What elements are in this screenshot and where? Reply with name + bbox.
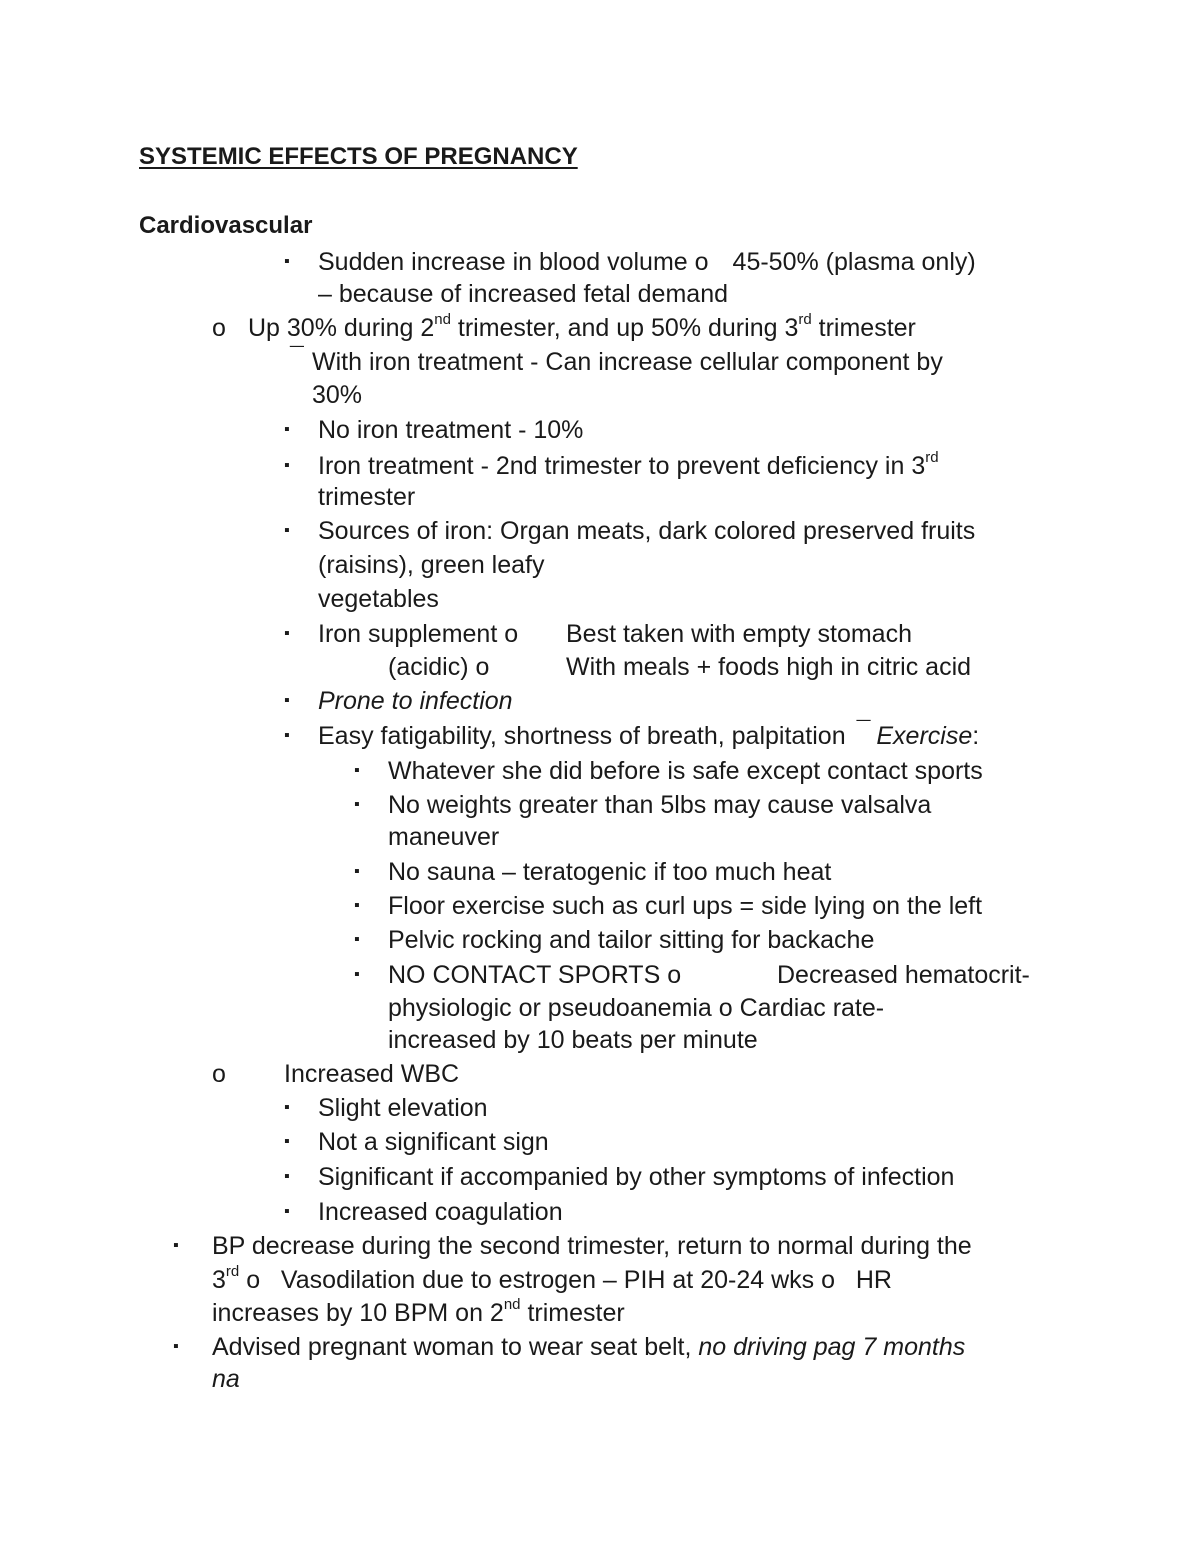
text-line: Decreased hematocrit- xyxy=(777,961,1030,989)
bullet-o: o xyxy=(212,1060,226,1088)
bullet-square: ▪ xyxy=(354,931,360,948)
text-line: Up 30% during 2nd trimester, and up 50% during 3rd trimester xyxy=(248,310,916,342)
text-line: (acidic) o xyxy=(388,653,490,681)
bullet-square: ▪ xyxy=(284,457,290,474)
text-line: Floor exercise such as curl ups = side lying on the left xyxy=(388,892,983,920)
document-title: SYSTEMIC EFFECTS OF PREGNANCY xyxy=(139,143,578,170)
macron-mark: ¯ xyxy=(290,343,304,371)
bullet-square: ▪ xyxy=(354,897,360,914)
text-line: Sudden increase in blood volume o 45-50% (plasma only) xyxy=(318,248,976,276)
bullet-square: ▪ xyxy=(284,421,290,438)
text-line: Prone to infection xyxy=(318,687,513,715)
bullet-square: ▪ xyxy=(354,762,360,779)
text-line: With meals + foods high in citric acid xyxy=(566,653,972,681)
text-line: Pelvic rocking and tailor sitting for backache xyxy=(388,926,875,954)
text-line: (raisins), green leafy xyxy=(318,551,545,579)
text-line: Sources of iron: Organ meats, dark colored preserved fruits xyxy=(318,517,976,545)
text-line: na xyxy=(212,1365,240,1393)
text-line: increased by 10 beats per minute xyxy=(388,1026,758,1054)
text-line: vegetables xyxy=(318,585,439,613)
text-line: maneuver xyxy=(388,823,500,851)
bullet-square: ▪ xyxy=(284,1099,290,1116)
text-line: 3rd o Vasodilation due to estrogen – PIH at 20-24 wks o HR xyxy=(212,1262,892,1294)
text-line: Easy fatigability, shortness of breath, palpitation ¯ Exercise: xyxy=(318,717,980,750)
text-line: With iron treatment - Can increase cellular component by xyxy=(312,348,943,376)
bullet-square: ▪ xyxy=(284,253,290,270)
bullet-square: ▪ xyxy=(173,1338,179,1355)
text-line: BP decrease during the second trimester, return to normal during the xyxy=(212,1232,972,1260)
text-line: No sauna – teratogenic if too much heat xyxy=(388,858,832,886)
text-line: Iron treatment - 2nd trimester to prevent deficiency in 3rd xyxy=(318,448,939,480)
text-line: Increased coagulation xyxy=(318,1198,563,1226)
bullet-square: ▪ xyxy=(284,727,290,744)
bullet-square: ▪ xyxy=(284,1203,290,1220)
text-line: Increased WBC xyxy=(284,1060,460,1088)
text-line: NO CONTACT SPORTS o xyxy=(388,961,682,989)
bullet-square: ▪ xyxy=(284,692,290,709)
text-line: Advised pregnant woman to wear seat belt, no driving pag 7 months xyxy=(212,1333,966,1361)
text-line: trimester xyxy=(318,483,416,511)
text-line: Iron supplement o xyxy=(318,620,519,648)
bullet-o: o xyxy=(212,314,226,342)
section-heading: Cardiovascular xyxy=(139,212,313,239)
text-line: Significant if accompanied by other symptoms of infection xyxy=(318,1163,955,1191)
bullet-square: ▪ xyxy=(284,625,290,642)
text-line: increases by 10 BPM on 2nd trimester xyxy=(212,1295,625,1327)
text-line: 30% xyxy=(312,381,363,409)
bullet-square: ▪ xyxy=(354,966,360,983)
bullet-square: ▪ xyxy=(284,1168,290,1185)
text-line: Slight elevation xyxy=(318,1094,488,1122)
text-line: – because of increased fetal demand xyxy=(318,280,728,308)
text-line: Whatever she did before is safe except contact sports xyxy=(388,757,983,785)
text-line: No weights greater than 5lbs may cause valsalva xyxy=(388,791,932,819)
text-line: Not a significant sign xyxy=(318,1128,549,1156)
bullet-square: ▪ xyxy=(173,1237,179,1254)
bullet-square: ▪ xyxy=(284,1133,290,1150)
text-line: No iron treatment - 10% xyxy=(318,416,584,444)
text-line: physiologic or pseudoanemia o Cardiac rate- xyxy=(388,994,885,1022)
bullet-square: ▪ xyxy=(354,863,360,880)
bullet-square: ▪ xyxy=(354,796,360,813)
bullet-square: ▪ xyxy=(284,522,290,539)
text-line: Best taken with empty stomach xyxy=(566,620,912,648)
